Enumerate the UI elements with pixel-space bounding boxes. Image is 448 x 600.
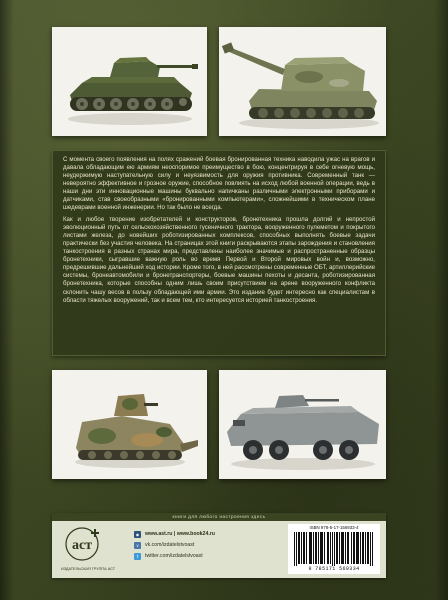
tank-photo-btr bbox=[219, 370, 386, 479]
renault-ft-illustration bbox=[52, 370, 207, 479]
spine-shadow bbox=[0, 0, 14, 600]
twitter-icon: t bbox=[134, 553, 141, 560]
vk-icon: v bbox=[134, 542, 141, 549]
t34-tank-illustration bbox=[52, 27, 207, 136]
ast-logo-text: аст bbox=[71, 538, 93, 553]
tank-photo-renault-ft bbox=[52, 370, 207, 479]
edge-shadow bbox=[434, 0, 448, 600]
isbn-barcode-block bbox=[288, 524, 380, 574]
web-row-twitter bbox=[134, 551, 284, 562]
web-row-sites bbox=[134, 529, 284, 540]
barcode bbox=[294, 532, 374, 566]
tank-photo-spg bbox=[219, 27, 386, 136]
web-links bbox=[134, 529, 284, 562]
website-links[interactable]: www.ast.ru | www.book24.ru bbox=[145, 531, 215, 537]
vk-link[interactable]: vk.com/izdatelstvoast bbox=[145, 542, 195, 548]
barcode-number: 9 785171 569334 bbox=[308, 566, 360, 572]
annotation-paragraph-2: Как и любое творение изобретателей и конструкторов, бронетехника прошла долгий и непростой эволюционный путь от сельскохозяйственного гусеничного трактора, вооруженного пулеметом и покрытого листами железа, до новейших роботизированных комплексов, способных выполнять боевые задачи практически без участия человека. На страницах этой книги раскрываются этапы зарождения и становления танкостроения в разных странах мира, представлены наиболее значимые и распространенные образцы бронетехники, сыгравшие важную роль во время Первой и Второй мировых войн и, возможно, предрешившие дальнейший ход истории. Кроме того, в ней рассмотрены современные ОБТ, артиллерийские системы, бронеавтомобили и бронетранспортеры, боевые машины пехоты и десанта, роботизированная бронетехника, которые способны одним лишь своим присутствием на арене вооруженного конфликта склонить чашу весов в пользу обладающей ими армии. Это издание будет интересно как специалистам в области тяжелых вооружений, так и всем тем, кто интересуется историей танкостроения. bbox=[63, 216, 375, 304]
ast-logo bbox=[58, 526, 116, 572]
publisher-group-label: ИЗДАТЕЛЬСКАЯ ГРУППА АСТ bbox=[60, 567, 116, 571]
ast-logo-icon bbox=[58, 526, 106, 564]
twitter-link[interactable]: twitter.com/izdatelstvoast bbox=[145, 553, 203, 559]
isbn-number: ISBN 978-5-17-156933-4 bbox=[309, 525, 359, 530]
tank-photo-t34 bbox=[52, 27, 207, 136]
globe-icon: ◉ bbox=[135, 532, 140, 537]
btr-illustration bbox=[219, 370, 386, 479]
publisher-bar bbox=[52, 513, 386, 578]
annotation-panel bbox=[52, 150, 386, 356]
annotation-paragraph-1: С момента своего появления на полях сражений боевая бронированная техника наводила ужас на врагов и давала обладающим ею армиям неоспоримое преимущество в бою, концентрируя в себе огневую мощь, неудержимую наступательную силу и неуязвимость для оружия противника. Современный танк — невероятно эффективное и грозное оружие, способное повлиять на исход любой военной операции, ведь в наши дни эти инновационные машины буквально напичканы различными электронными приборами и датчиками, став своеобразными «бронированными компьютерами», сложнейшими в техническом плане шедеврами военной инженерии. Но так было не всегда. bbox=[63, 156, 375, 212]
tagline-strip: книги для любого настроения здесь bbox=[52, 513, 386, 521]
spg-illustration bbox=[219, 27, 386, 136]
web-row-vk bbox=[134, 540, 284, 551]
